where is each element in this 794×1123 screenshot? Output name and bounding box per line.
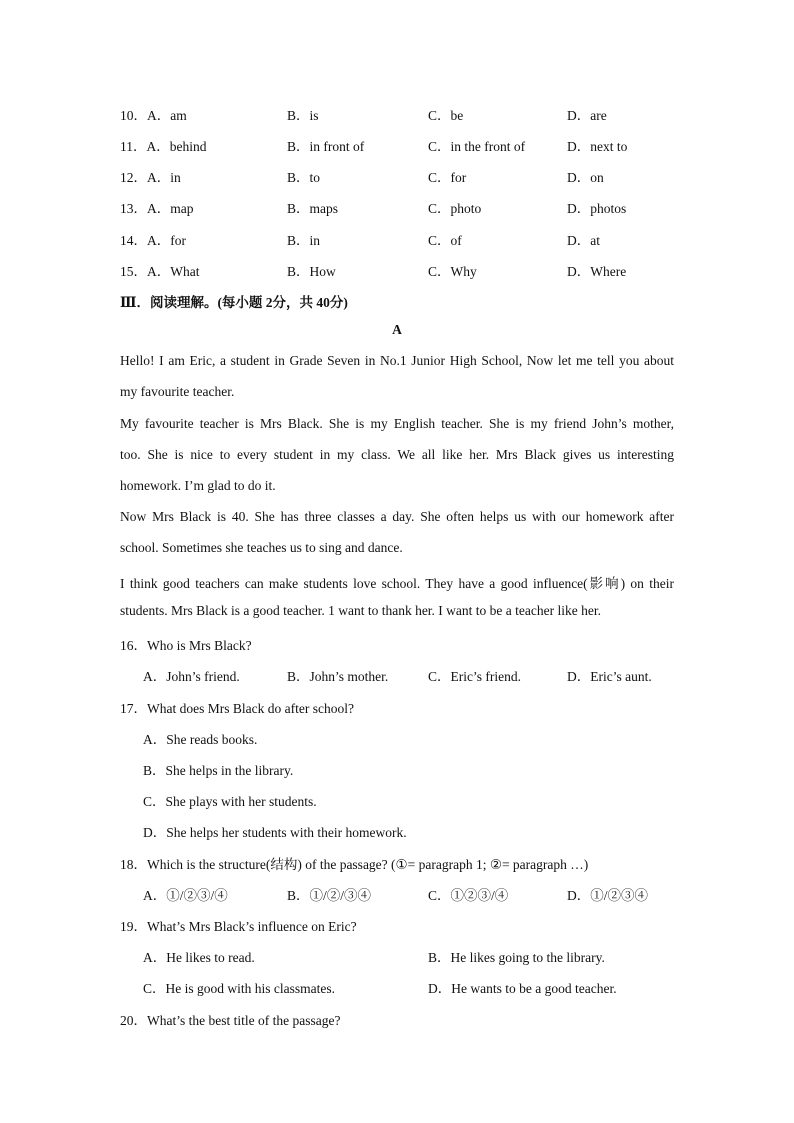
question-stem: 20．What’s the best title of the passage? <box>120 1013 341 1028</box>
q10-option-c: C．be <box>428 108 464 123</box>
q18-option-b: B．①/②/③④ <box>287 888 372 903</box>
q19-option-c: C．He is good with his classmates. <box>143 981 335 996</box>
q11-option-a: 11．A．behind <box>120 139 207 154</box>
q14-option-c: C．of <box>428 233 462 248</box>
q17-option-a: A．She reads books. <box>143 732 258 747</box>
q17-option-b: B．She helps in the library. <box>143 763 294 778</box>
passage-line: students. Mrs Black is a good teacher. 1 want to thank her. I want to be a teacher like her. <box>120 603 601 618</box>
q14-option-d: D．at <box>567 233 600 248</box>
q12-option-a: 12．A．in <box>120 170 181 185</box>
q13-option-a: 13．A．map <box>120 201 194 216</box>
q13-option-c: C．photo <box>428 201 482 216</box>
q10-option-a: 10．A．am <box>120 108 187 123</box>
q15-option-d: D．Where <box>567 264 627 279</box>
q10-option-b: B．is <box>287 108 319 123</box>
passage-line: homework. I’m glad to do it. <box>120 478 276 493</box>
section-heading: Ⅲ．阅读理解。(每小题 2分，共 40分) <box>120 295 348 310</box>
q16-option-b: B．John’s mother. <box>287 669 389 684</box>
passage-title: A <box>392 322 402 337</box>
q18-option-c: C．①②③/④ <box>428 888 509 903</box>
q15-option-a: 15．A．What <box>120 264 200 279</box>
q18-option-a: A．①/②③/④ <box>143 888 228 903</box>
question-stem: 16．Who is Mrs Black? <box>120 638 252 653</box>
q13-option-b: B．maps <box>287 201 339 216</box>
q19-option-a: A．He likes to read. <box>143 950 255 965</box>
q12-option-d: D．on <box>567 170 604 185</box>
q16-option-c: C．Eric’s friend. <box>428 669 521 684</box>
q16-option-a: A．John’s friend. <box>143 669 240 684</box>
q12-option-c: C．for <box>428 170 467 185</box>
passage-line: I think good teachers can make students love school. They have a good influence(影响) on their <box>120 576 674 591</box>
passage-line: too. She is nice to every student in my class. We all like her. Mrs Black gives us interesting <box>120 447 674 462</box>
q17-option-d: D．She helps her students with their homework. <box>143 825 407 840</box>
passage-line: My favourite teacher is Mrs Black. She is my English teacher. She is my friend John’s mother, <box>120 416 674 431</box>
question-stem: 18．Which is the structure(结构) of the passage? (①= paragraph 1; ②= paragraph …) <box>120 857 589 872</box>
q12-option-b: B．to <box>287 170 321 185</box>
q16-option-d: D．Eric’s aunt. <box>567 669 652 684</box>
passage-line: school. Sometimes she teaches us to sing and dance. <box>120 540 403 555</box>
q19-option-d: D．He wants to be a good teacher. <box>428 981 617 996</box>
q19-option-b: B．He likes going to the library. <box>428 950 605 965</box>
q13-option-d: D．photos <box>567 201 627 216</box>
passage-line: my favourite teacher. <box>120 384 235 399</box>
q11-option-d: D．next to <box>567 139 628 154</box>
question-stem: 19．What’s Mrs Black’s influence on Eric? <box>120 919 357 934</box>
q14-option-a: 14．A．for <box>120 233 186 248</box>
q11-option-b: B．in front of <box>287 139 365 154</box>
q14-option-b: B．in <box>287 233 321 248</box>
q15-option-b: B．How <box>287 264 336 279</box>
question-stem: 17．What does Mrs Black do after school? <box>120 701 354 716</box>
q15-option-c: C．Why <box>428 264 477 279</box>
passage-line: Now Mrs Black is 40. She has three classes a day. She often helps us with our homework after <box>120 509 674 524</box>
q18-option-d: D．①/②③④ <box>567 888 648 903</box>
q11-option-c: C．in the front of <box>428 139 526 154</box>
q17-option-c: C．She plays with her students. <box>143 794 317 809</box>
passage-line: Hello! I am Eric, a student in Grade Seven in No.1 Junior High School, Now let me tell you about <box>120 353 674 368</box>
q10-option-d: D．are <box>567 108 607 123</box>
